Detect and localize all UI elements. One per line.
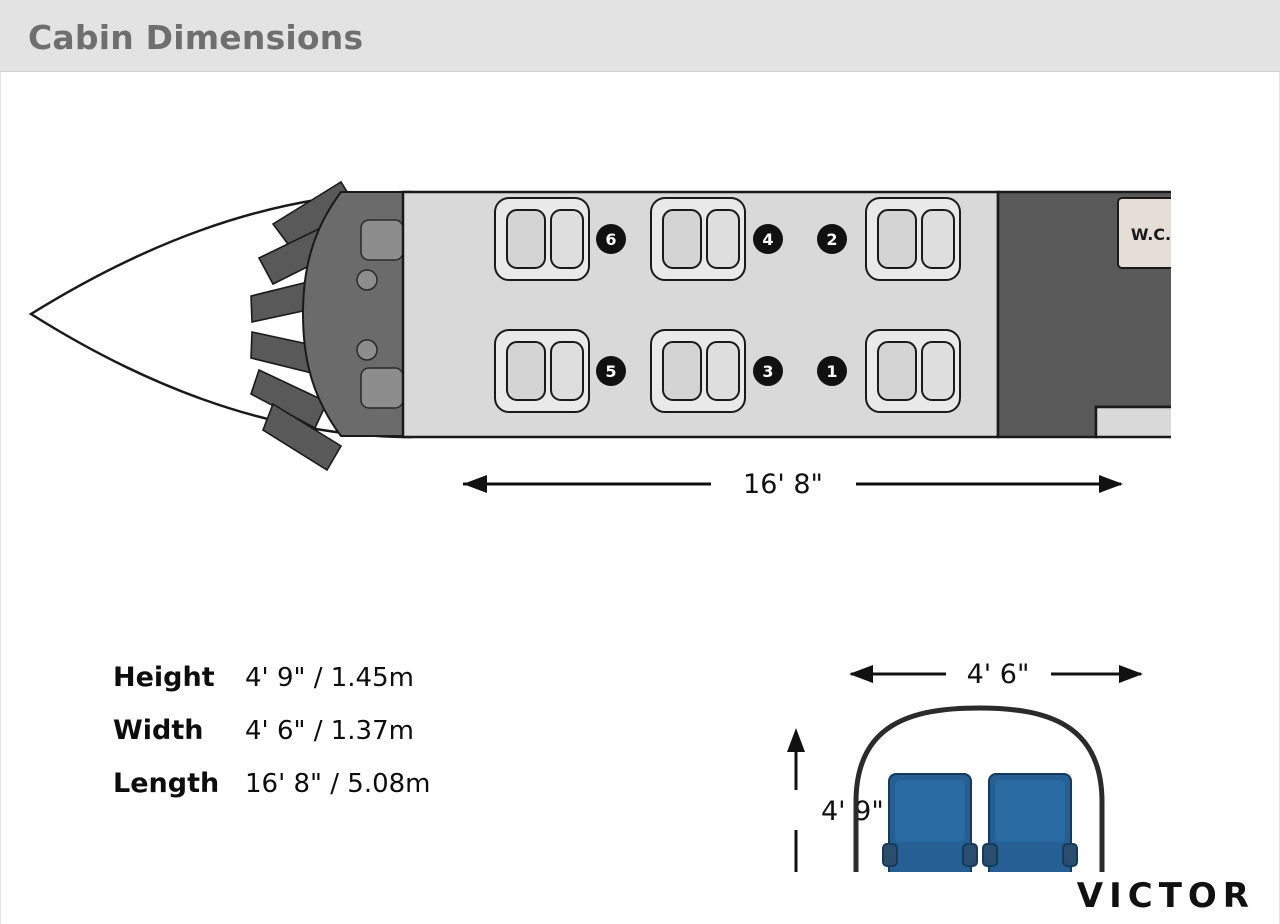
- lavatory-label: W.C.: [1130, 225, 1171, 244]
- seat-number-4: 4: [762, 230, 774, 249]
- seat-number-5: 5: [605, 362, 617, 381]
- spec-label-height: Height: [113, 662, 215, 693]
- seat-number-2: 2: [826, 230, 838, 249]
- panel-header: [0, 0, 1280, 72]
- seat-group-top: [495, 198, 960, 280]
- cabin-length-label: 16' 8": [743, 469, 823, 500]
- tail-step: [1096, 407, 1171, 437]
- cabin-width-dimension: [849, 659, 1143, 690]
- spec-label-width: Width: [113, 715, 204, 746]
- spec-row-width: [113, 715, 431, 746]
- panel-content: [0, 72, 1280, 924]
- cabin-length-dimension: [463, 469, 1123, 500]
- spec-row-length: [113, 768, 431, 799]
- seat-1: [866, 330, 960, 412]
- cross-section-seat-right: [983, 774, 1077, 872]
- seat-4: [651, 198, 745, 280]
- cabin-width-label: 4' 6": [966, 659, 1030, 690]
- spec-value-length: 16' 8" / 5.08m: [245, 769, 431, 799]
- spec-value-height: 4' 9" / 1.45m: [245, 663, 414, 693]
- cabin-cross-section-diagram: [761, 562, 1201, 872]
- spec-value-width: 4' 6" / 1.37m: [245, 716, 414, 746]
- cabin-specs-list: [113, 662, 431, 821]
- seat-6: [495, 198, 589, 280]
- spec-row-height: [113, 662, 431, 693]
- seat-number-3: 3: [762, 362, 774, 381]
- cabin-height-label: 4' 9": [821, 796, 884, 827]
- seat-group-bottom: [495, 330, 960, 412]
- seat-number-1: 1: [826, 362, 838, 381]
- brand-logo: VICTOR: [1076, 876, 1255, 916]
- seat-2: [866, 198, 960, 280]
- cross-section-seat-left: [883, 774, 977, 872]
- spec-label-length: Length: [113, 768, 220, 799]
- seat-5: [495, 330, 589, 412]
- cabin-floorplan-diagram: [11, 162, 1171, 582]
- seat-number-6: 6: [605, 230, 617, 249]
- page-title: Cabin Dimensions: [28, 18, 364, 57]
- seat-3: [651, 330, 745, 412]
